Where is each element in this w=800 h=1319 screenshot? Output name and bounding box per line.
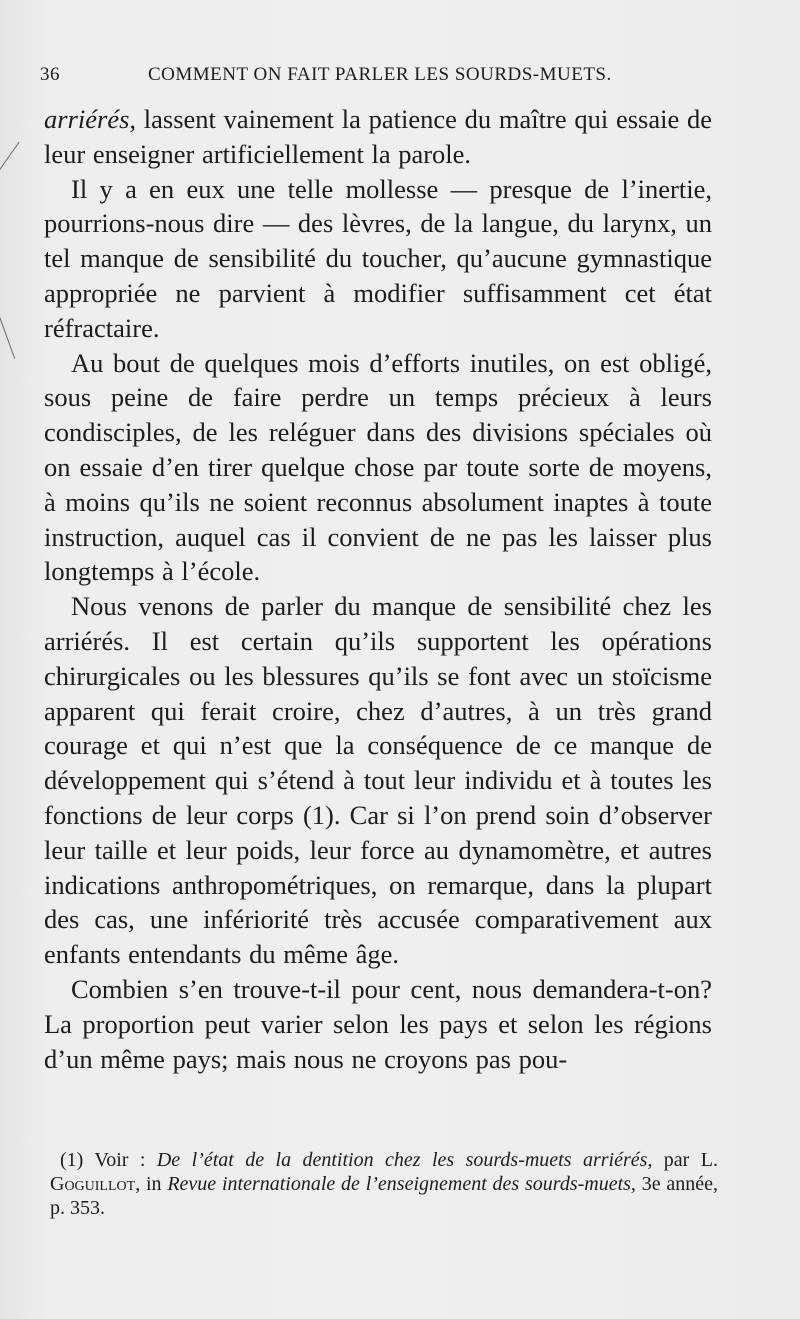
page-number: 36	[40, 64, 60, 85]
paragraph-3: Au bout de quelques mois d’efforts inutiles, on est obligé, sous peine de faire perdre un temps précieux à leurs condisciples, de les reléguer dans des divisions spéciales où on essaie d’en tirer quelque chose par toute sorte de moyens, à moins qu’ils ne soient reconnus absolument inaptes à toute instruction, auquel cas il convient de ne pas les laisser plus longtemps à l’école.	[44, 347, 712, 587]
footnote	[50, 1148, 718, 1220]
footnote-by: par L.	[652, 1149, 718, 1171]
paragraph-5: Combien s’en trouve-t-il pour cent, nous demandera-t-on? La proportion peut varier selon les pays et selon les régions d’un même pays; mais nous ne croyons pas pou-	[44, 973, 712, 1074]
margin-pencil-mark-middle	[0, 313, 15, 358]
footnote-title: De l’état de la dentition chez les sourds-muets arriérés,	[156, 1149, 653, 1171]
footnote-in: , in	[135, 1173, 168, 1195]
italic-word: arriérés,	[44, 104, 137, 134]
running-head	[40, 64, 760, 98]
footnote-author: Goguillot	[50, 1173, 136, 1195]
body-text	[44, 102, 712, 1076]
footnote-detail: 3e année, p. 353.	[50, 1173, 719, 1219]
footnote-marker: (1) Voir :	[60, 1149, 157, 1171]
running-title: COMMENT ON FAIT PARLER LES SOURDS-MUETS.	[148, 64, 612, 85]
paragraph-2: Il y a en eux une telle mollesse — presque de l’inertie, pourrions-nous dire — des lèvres, de la langue, du larynx, un tel manque de sensibilité du toucher, qu’aucune gymnastique appropriée ne parvient à modifier suffisamment cet état réfractaire.	[44, 173, 712, 343]
paragraph-1-text: lassent vainement la patience du maître qui essaie de leur enseigner artificiellement la parole.	[44, 104, 712, 169]
footnote-1	[50, 1148, 718, 1220]
margin-pencil-mark-top	[0, 142, 20, 179]
paragraph-1	[44, 102, 712, 172]
paragraph-4: Nous venons de parler du manque de sensibilité chez les arriérés. Il est certain qu’ils supportent les opérations chirurgicales ou les blessures qu’ils se font avec un stoïcisme apparent qui ferait croire, chez d’autres, à un très grand courage et qui n’est que la conséquence de ce manque de développement qui s’étend à tout leur individu et à toutes les fonctions de leur corps (1). Car si l’on prend soin d’observer leur taille et leur poids, leur force au dynamomètre, et autres indications anthropométriques, on remarque, dans la plupart des cas, une infériorité très accusée comparativement aux enfants entendants du même âge.	[44, 591, 712, 970]
footnote-journal: Revue internationale de l’enseignement des sourds-muets,	[167, 1173, 636, 1195]
